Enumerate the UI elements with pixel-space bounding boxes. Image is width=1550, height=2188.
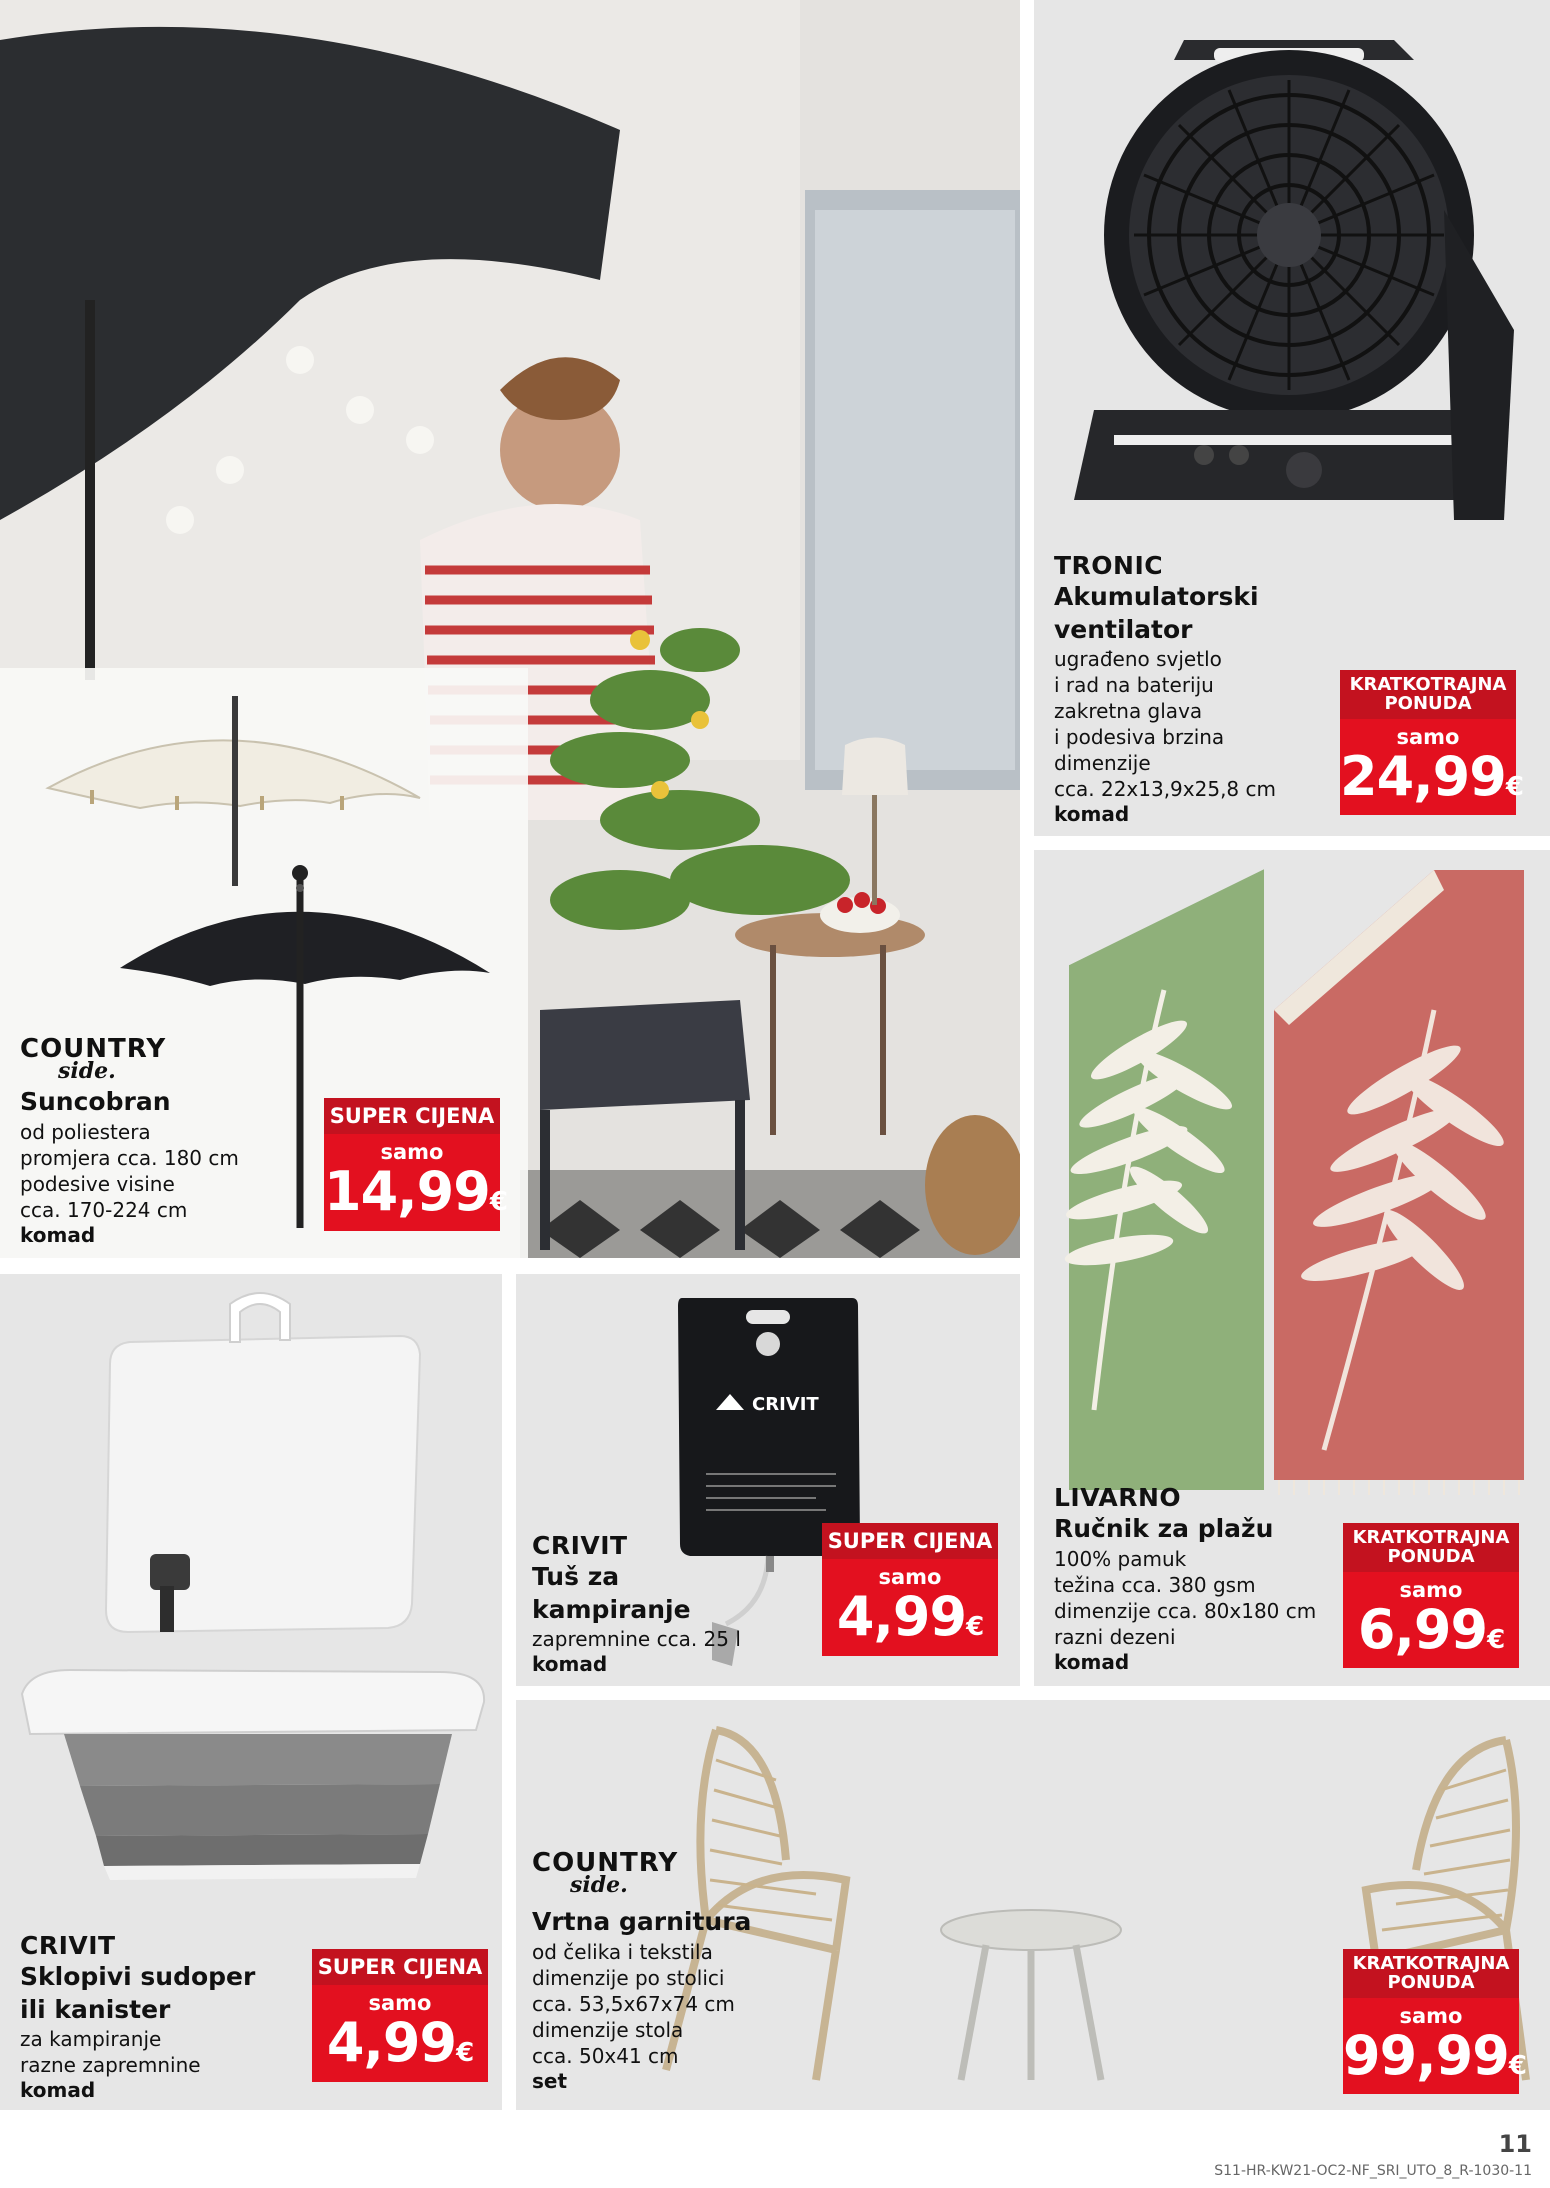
badge-title: SUPER CIJENA bbox=[822, 1523, 998, 1559]
rucnik-text bbox=[1054, 1482, 1316, 1675]
badge-price-box bbox=[1343, 1998, 1526, 2095]
detail-line: dimenzije po stolici bbox=[532, 1965, 725, 1990]
tus-text bbox=[532, 1530, 741, 1677]
unit-label: komad bbox=[1054, 802, 1130, 827]
garnitura-text bbox=[532, 1906, 751, 2094]
fan-image bbox=[1034, 0, 1550, 560]
detail-line: cca. 53,5x67x74 cm bbox=[532, 1991, 735, 2016]
product-name-line: ventilator bbox=[1054, 614, 1193, 644]
price-value: 4,99€ bbox=[836, 1585, 984, 1648]
country-side-logo bbox=[20, 1034, 166, 1084]
badge-price-box bbox=[822, 1559, 998, 1656]
detail-line: razni dezeni bbox=[1054, 1624, 1176, 1649]
detail-line: i rad na bateriju bbox=[1054, 673, 1214, 698]
price-badge bbox=[312, 1949, 488, 2082]
brand-name: TRONIC bbox=[1054, 551, 1164, 580]
price-value: 14,99€ bbox=[324, 1160, 507, 1223]
brand-name: LIVARNO bbox=[1054, 1483, 1182, 1512]
unit-label: komad bbox=[532, 1652, 608, 1677]
logo-text-top: COUNTRY bbox=[532, 1848, 679, 1878]
logo-text-top: COUNTRY bbox=[20, 1034, 167, 1064]
badge-price-box bbox=[1343, 1572, 1519, 1669]
detail-line: i podesiva brzina bbox=[1054, 725, 1225, 750]
unit-label: komad bbox=[1054, 1649, 1130, 1674]
price-badge bbox=[324, 1098, 507, 1231]
product-name: Ručnik za plažu bbox=[1054, 1514, 1274, 1544]
badge-title: SUPER CIJENA bbox=[312, 1949, 488, 1985]
price-badge bbox=[1340, 670, 1523, 815]
brand-name: CRIVIT bbox=[532, 1531, 628, 1560]
detail-line: promjera cca. 180 cm bbox=[20, 1145, 239, 1170]
badge-price-box bbox=[324, 1134, 507, 1231]
detail-line: 100% pamuk bbox=[1054, 1546, 1187, 1571]
detail-line: razne zapremnine bbox=[20, 2053, 201, 2078]
product-name-line: ili kanister bbox=[20, 1994, 171, 2024]
detail-line: težina cca. 380 gsm bbox=[1054, 1572, 1256, 1597]
suncobran-text bbox=[20, 1086, 239, 1248]
detail-line: od poliestera bbox=[20, 1119, 151, 1144]
detail-line: od čelika i tekstila bbox=[532, 1939, 713, 1964]
badge-samo: samo bbox=[1399, 2003, 1463, 2028]
price-badge bbox=[1343, 1523, 1519, 1668]
towel-image bbox=[1034, 850, 1550, 1500]
water-canister-image bbox=[0, 1274, 502, 1894]
badge-samo: samo bbox=[878, 1565, 942, 1589]
badge-samo: samo bbox=[1396, 724, 1460, 749]
detail-line: ugrađeno svjetlo bbox=[1054, 647, 1222, 672]
price-value: 99,99€ bbox=[1343, 2023, 1526, 2087]
unit-label: set bbox=[532, 2068, 568, 2093]
price-badge bbox=[822, 1523, 998, 1656]
country-side-logo bbox=[532, 1848, 678, 1898]
badge-samo: samo bbox=[1399, 1577, 1463, 1602]
detail-line: cca. 22x13,9x25,8 cm bbox=[1054, 777, 1276, 802]
badge-samo: samo bbox=[368, 1991, 432, 2015]
product-name-line: kampiranje bbox=[532, 1594, 691, 1624]
brand-name: CRIVIT bbox=[20, 1931, 116, 1960]
detail-line: dimenzije bbox=[1054, 751, 1151, 776]
unit-label: komad bbox=[20, 2078, 96, 2103]
badge-samo: samo bbox=[380, 1140, 444, 1164]
detail-line: zapremnine cca. 25 l bbox=[532, 1627, 741, 1652]
logo-text-bottom: side. bbox=[58, 1058, 116, 1084]
price-badge bbox=[1343, 1949, 1526, 2094]
product-name-line: Sklopivi sudoper bbox=[20, 1962, 256, 1992]
product-name-line: Akumulatorski bbox=[1054, 582, 1259, 612]
sudoper-text bbox=[20, 1930, 255, 2103]
detail-line: za kampiranje bbox=[20, 2027, 162, 2052]
badge-title: KRATKOTRAJNA PONUDA bbox=[1343, 1949, 1519, 1998]
badge-title: SUPER CIJENA bbox=[324, 1098, 500, 1134]
price-value: 4,99€ bbox=[326, 2011, 474, 2074]
detail-line: cca. 50x41 cm bbox=[532, 2043, 679, 2068]
badge-title: KRATKOTRAJNA PONUDA bbox=[1340, 670, 1516, 719]
detail-line: podesive visine bbox=[20, 1171, 175, 1196]
price-value: 6,99€ bbox=[1357, 1597, 1505, 1661]
badge-price-box bbox=[312, 1985, 488, 2082]
footer-code: S11-HR-KW21-OC2-NF_SRI_UTO_8_R-1030-11 bbox=[1214, 2163, 1532, 2179]
detail-line: zakretna glava bbox=[1054, 699, 1203, 724]
logo-text-bottom: side. bbox=[570, 1872, 628, 1898]
bag-brand-label: CRIVIT bbox=[752, 1394, 819, 1415]
badge-title: KRATKOTRAJNA PONUDA bbox=[1343, 1523, 1519, 1572]
badge-price-box bbox=[1340, 719, 1523, 816]
product-name: Suncobran bbox=[20, 1087, 171, 1116]
detail-line: dimenzije cca. 80x180 cm bbox=[1054, 1598, 1317, 1623]
product-name-line: Tuš za bbox=[532, 1562, 620, 1592]
ventilator-text bbox=[1054, 550, 1276, 827]
detail-line: cca. 170-224 cm bbox=[20, 1197, 188, 1222]
product-name: Vrtna garnitura bbox=[532, 1907, 752, 1936]
unit-label: komad bbox=[20, 1222, 96, 1247]
price-value: 24,99€ bbox=[1340, 744, 1523, 808]
detail-line: dimenzije stola bbox=[532, 2017, 684, 2042]
page-number: 11 bbox=[1498, 2130, 1532, 2158]
